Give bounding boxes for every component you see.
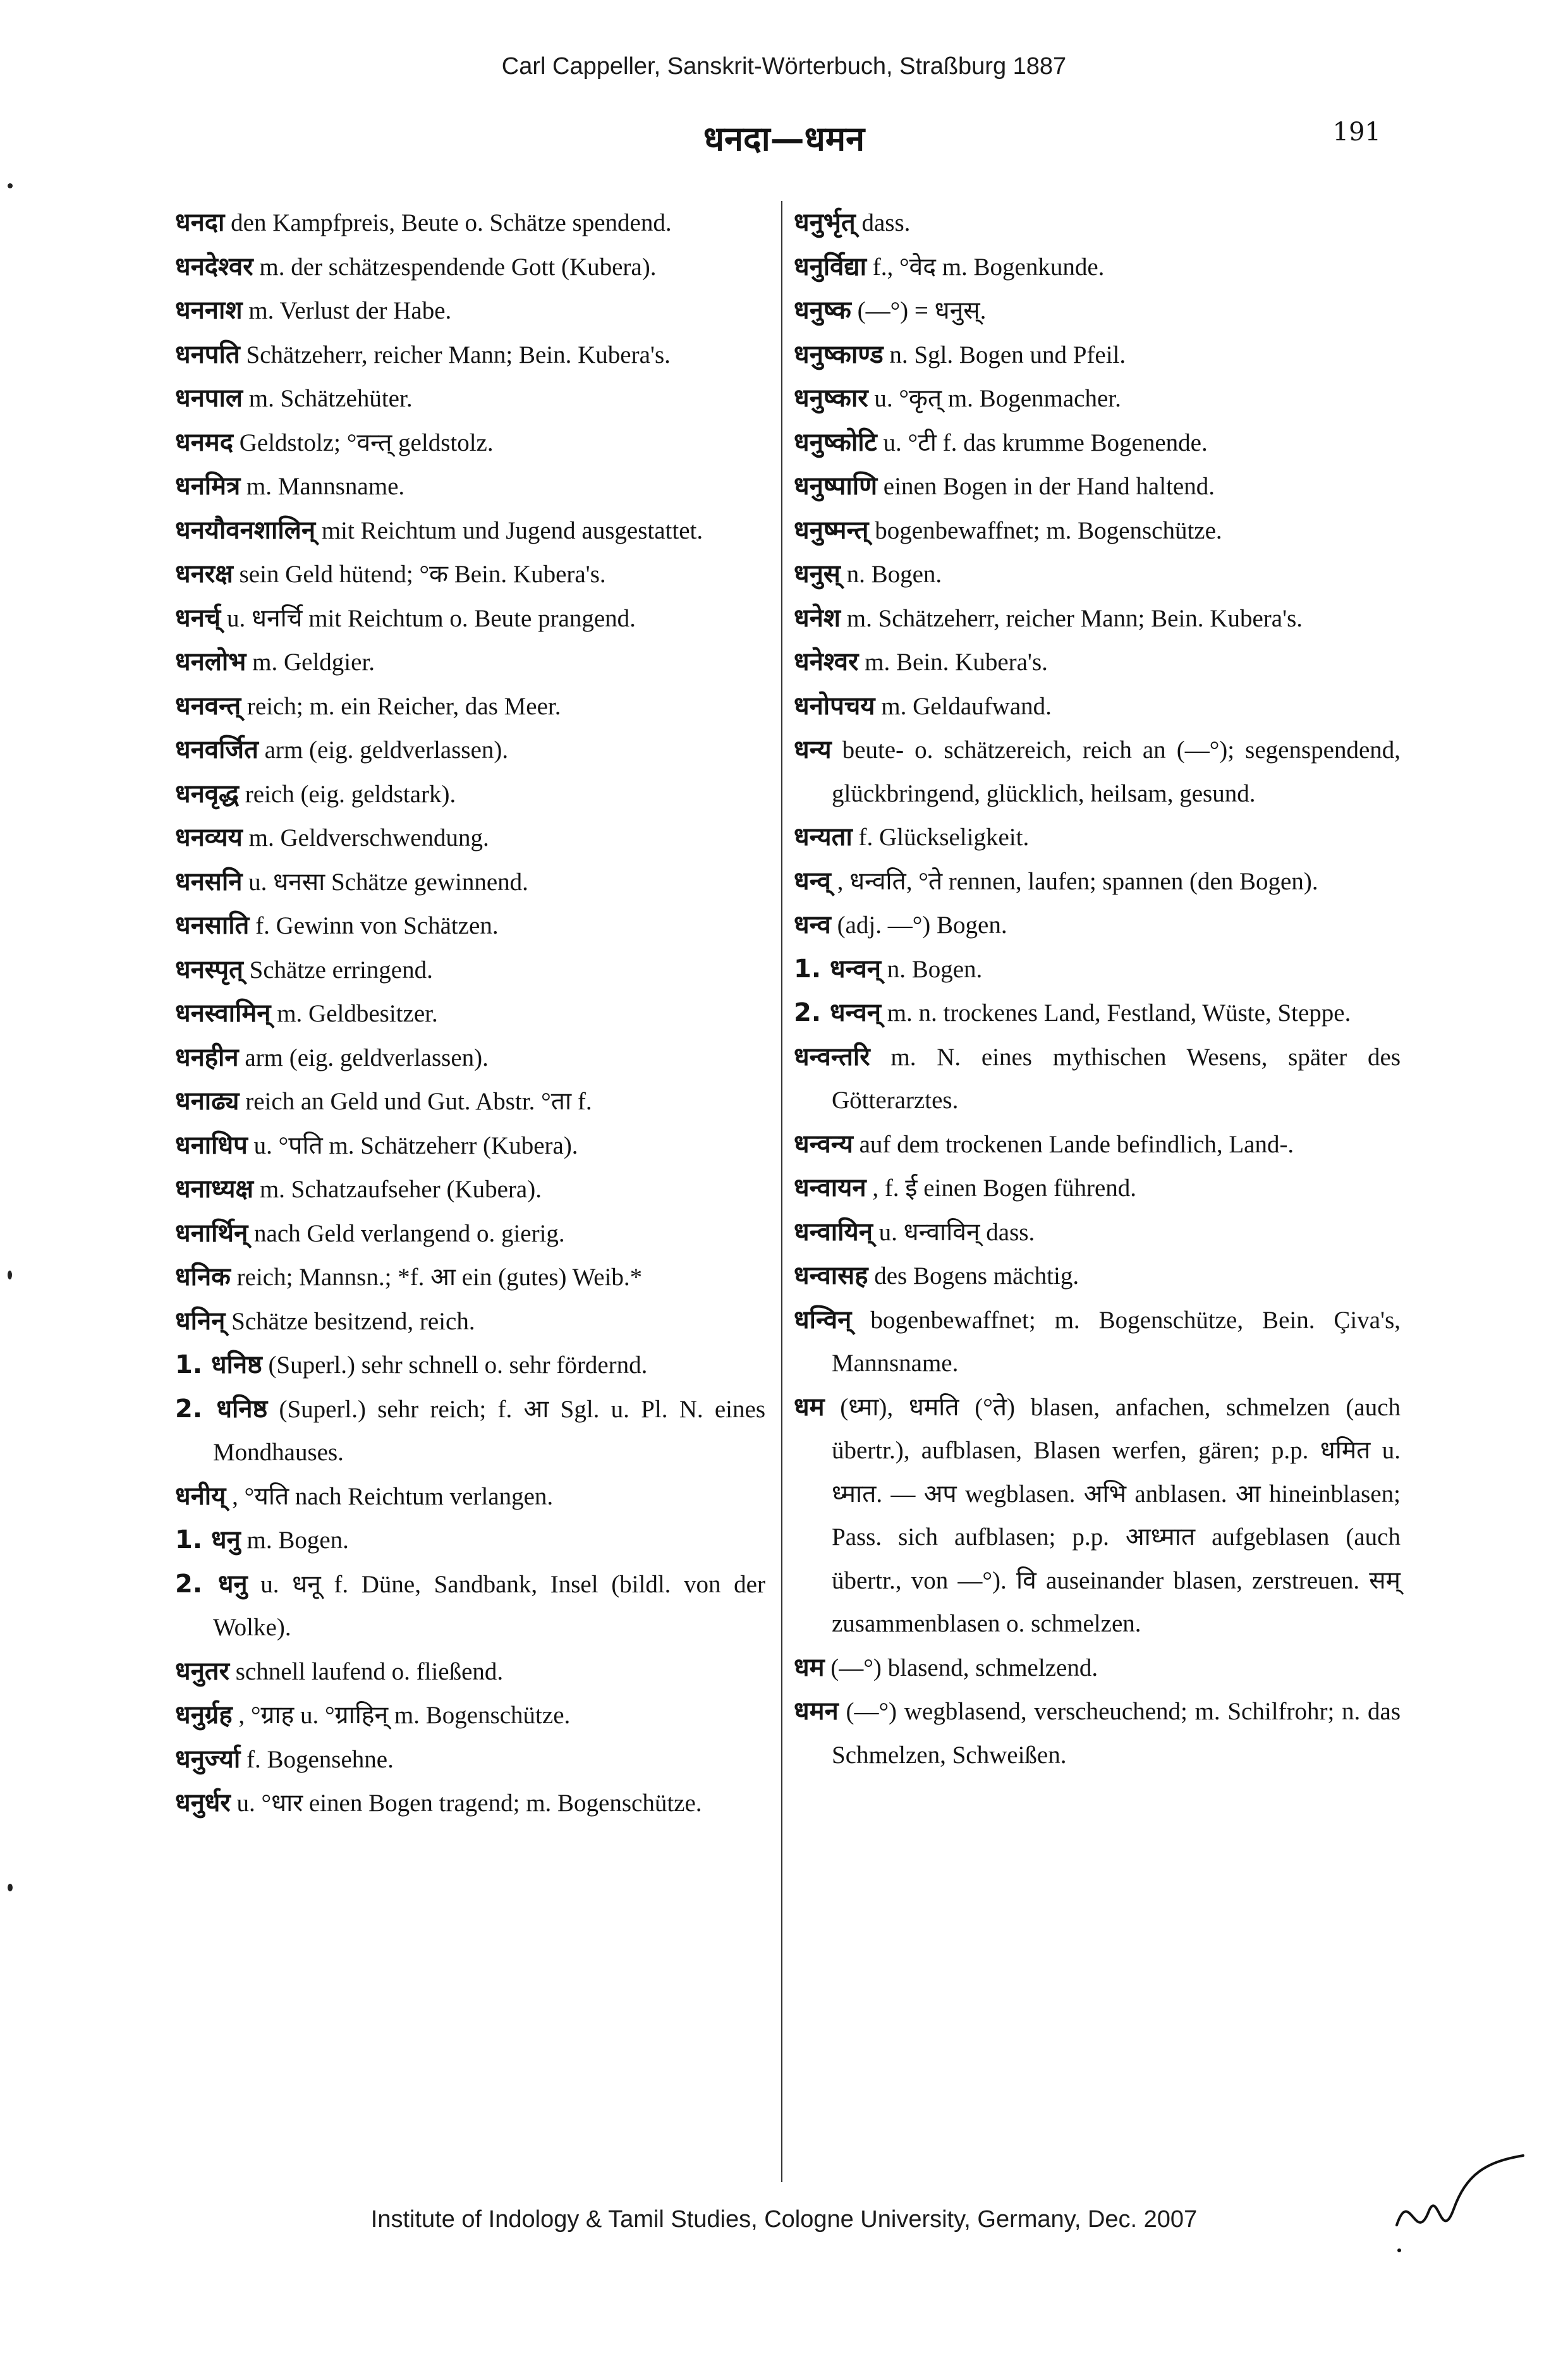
entry-definition: m. Geldaufwand. — [881, 692, 1052, 720]
dictionary-entry — [175, 1168, 765, 1212]
entry-definition: (—°) wegblasend, verscheuchend; m. Schilfrohr; n. das Schmelzen, Schweißen. — [832, 1698, 1401, 1769]
entry-definition: arm (eig. geldverlassen). — [245, 1044, 489, 1071]
dictionary-entry — [175, 1343, 765, 1388]
entry-headword: धन्विन् — [794, 1305, 852, 1334]
dictionary-entry — [794, 201, 1401, 245]
entry-headword: धनवन्त् — [175, 691, 241, 721]
entry-definition: reich; m. ein Reicher, das Meer. — [246, 692, 561, 720]
entry-definition: (—°) = धनुस्. — [857, 297, 987, 324]
entry-definition: u. धनर्चि mit Reichtum o. Beute prangend. — [226, 604, 636, 632]
entry-definition: auf dem trockenen Lande befindlich, Land-. — [859, 1130, 1294, 1158]
dictionary-entry — [175, 245, 765, 290]
entry-definition: (adj. —°) Bogen. — [837, 912, 1007, 939]
dictionary-entry — [794, 289, 1401, 333]
entry-headword: धननाश — [175, 296, 243, 325]
entry-headword: 2. धन्वन् — [794, 998, 881, 1027]
dictionary-entry — [175, 904, 765, 948]
entry-definition: u. °टी f. das krumme Bogenende. — [883, 429, 1208, 456]
entry-definition: m. N. eines mythischen Wesens, später des Götterarztes. — [832, 1043, 1401, 1114]
entry-definition: u. °पति m. Schätzeherr (Kubera). — [253, 1132, 578, 1159]
entry-definition: den Kampfpreis, Beute o. Schätze spendend. — [231, 209, 672, 236]
dictionary-entry — [794, 1123, 1401, 1167]
entry-headword: धम — [794, 1652, 825, 1682]
dictionary-entry — [175, 421, 765, 465]
dictionary-entry — [794, 815, 1401, 860]
entry-definition: m. Schatzaufseher (Kubera). — [259, 1176, 542, 1203]
entry-definition: Schätze besitzend, reich. — [231, 1307, 475, 1335]
entry-headword: धनोपचय — [794, 691, 875, 721]
dictionary-entry — [794, 1035, 1401, 1123]
entry-definition: schnell laufend o. fließend. — [235, 1657, 504, 1685]
dictionary-entry — [175, 509, 765, 553]
entry-definition: f., °वेद m. Bogenkunde. — [872, 253, 1105, 281]
dictionary-entry — [175, 552, 765, 597]
entry-definition: (Superl.) sehr schnell o. sehr fördernd. — [268, 1351, 648, 1379]
entry-headword: धनेश — [794, 603, 841, 633]
entry-headword: धनसनि — [175, 867, 243, 896]
entry-definition: , °यति nach Reichtum verlangen. — [232, 1482, 554, 1510]
dictionary-entry — [794, 640, 1401, 685]
entry-headword: धनयौवनशालिन् — [175, 515, 316, 545]
dictionary-entry — [794, 1211, 1401, 1255]
entry-definition: Schätze erringend. — [249, 956, 433, 984]
entry-headword: धनस्पृत् — [175, 955, 243, 984]
entry-headword: धनुर्धर — [175, 1788, 231, 1817]
entry-headword: धन्य — [794, 735, 832, 764]
entry-headword: धन्व — [794, 910, 831, 939]
entry-definition: u. °धार einen Bogen tragend; m. Bogenschütze. — [236, 1790, 702, 1817]
dictionary-entry — [794, 860, 1401, 904]
entry-definition: mit Reichtum und Jugend ausgestattet. — [321, 516, 703, 544]
entry-definition: , f. ई einen Bogen führend. — [872, 1174, 1137, 1202]
entry-headword: 2. धनिष्ठ — [175, 1394, 268, 1424]
dictionary-entry — [175, 1036, 765, 1080]
dictionary-entry — [175, 1781, 765, 1826]
entry-definition: f. Glückseligkeit. — [858, 824, 1030, 851]
dictionary-entry — [175, 377, 765, 421]
entry-headword: धनुष्मन्त् — [794, 515, 869, 545]
entry-definition: , °ग्राह u. °ग्राहिन् m. Bogenschütze. — [238, 1702, 571, 1729]
dictionary-entry — [175, 289, 765, 333]
dictionary-entry — [794, 991, 1401, 1035]
dictionary-entry — [175, 772, 765, 817]
entry-definition: n. Bogen. — [887, 955, 983, 983]
entry-definition: nach Geld verlangend o. gierig. — [254, 1219, 565, 1247]
entry-definition: f. Bogensehne. — [246, 1745, 394, 1773]
dictionary-entry — [175, 1388, 765, 1475]
entry-headword: धनवृद्ध — [175, 779, 239, 808]
footer-source: Institute of Indology & Tamil Studies, Cologne University, Germany, Dec. 2007 — [370, 2206, 1198, 2233]
entry-definition: u. धनू f. Düne, Sandbank, Insel (bildl. von der Wolke). — [213, 1570, 765, 1641]
entry-headword: धनेश्वर — [794, 647, 859, 676]
dictionary-entry — [794, 552, 1401, 597]
entry-definition: f. Gewinn von Schätzen. — [255, 912, 499, 939]
dictionary-entry — [175, 1518, 765, 1563]
entry-headword: धनार्थिन् — [175, 1218, 248, 1248]
entry-definition: dass. — [861, 209, 911, 236]
entry-headword: धनहीन — [175, 1042, 239, 1072]
entry-headword: धनदेश्वर — [175, 252, 253, 281]
dictionary-entry — [175, 201, 765, 245]
entry-definition: m. Geldverschwendung. — [248, 824, 489, 851]
dictionary-entry — [794, 245, 1401, 290]
right-column — [794, 201, 1401, 1777]
entry-definition: n. Sgl. Bogen und Pfeil. — [889, 341, 1126, 369]
dictionary-entry — [175, 685, 765, 729]
entry-headword: धनस्वामिन् — [175, 999, 271, 1028]
scan-speck — [8, 183, 13, 188]
entry-headword: धनुर्विद्या — [794, 252, 866, 281]
entry-definition: reich an Geld und Gut. Abstr. °ता f. — [245, 1088, 592, 1115]
dictionary-entry — [175, 333, 765, 377]
scan-speck — [8, 1271, 12, 1279]
entry-definition: m. Mannsname. — [246, 473, 405, 500]
entry-headword: 1. धनिष्ठ — [175, 1350, 262, 1379]
entry-headword: धन्वन्य — [794, 1129, 853, 1159]
entry-definition: m. Bogen. — [246, 1527, 349, 1554]
entry-headword: धनवर्जित — [175, 735, 258, 764]
dictionary-entry — [794, 509, 1401, 553]
entry-definition: m. Geldbesitzer. — [277, 1000, 438, 1027]
entry-definition: m. Schätzeherr, reicher Mann; Bein. Kubera's. — [846, 604, 1303, 632]
dictionary-entry — [175, 1255, 765, 1300]
scan-speck — [8, 1884, 13, 1891]
entry-definition: u. धन्वाविन् dass. — [878, 1218, 1035, 1246]
entry-definition: sein Geld hütend; °क Bein. Kubera's. — [239, 561, 606, 588]
entry-headword: धनाध्यक्ष — [175, 1174, 254, 1204]
dictionary-entry — [175, 816, 765, 860]
entry-headword: धनपति — [175, 339, 240, 369]
entry-headword: धनिक — [175, 1262, 231, 1291]
dictionary-entry — [794, 597, 1401, 641]
entry-headword: 1. धनु — [175, 1525, 241, 1554]
entry-headword: धनुर्ग्रह — [175, 1700, 233, 1730]
entry-definition: bogenbewaffnet; m. Bogenschütze. — [875, 516, 1222, 544]
entry-definition: arm (eig. geldverlassen). — [264, 736, 509, 764]
entry-headword: धनुष्पाणि — [794, 472, 878, 501]
entry-headword: धन्वायन — [794, 1173, 866, 1202]
entry-definition: m. Geldgier. — [252, 649, 375, 676]
entry-headword: 2. धनु — [175, 1569, 248, 1599]
dictionary-entry — [175, 1563, 765, 1650]
handwritten-mark — [1390, 2149, 1529, 2257]
entry-headword: धमन — [794, 1697, 839, 1726]
entry-definition: Schätzeherr, reicher Mann; Bein. Kubera's. — [246, 341, 671, 369]
dictionary-entry — [794, 1298, 1401, 1386]
dictionary-entry — [794, 421, 1401, 465]
dictionary-entry — [175, 1124, 765, 1168]
entry-headword: धनमद — [175, 427, 233, 457]
entry-headword: धनर्च् — [175, 603, 221, 633]
entry-definition: beute- o. schätzereich, reich an (—°); segenspendend, glückbringend, glücklich, heilsam, gesund. — [832, 736, 1401, 807]
entry-headword: धनुष्क — [794, 296, 851, 325]
entry-headword: धनरक्ष — [175, 559, 233, 589]
running-head: धनदा—धमन — [703, 118, 865, 159]
dictionary-entry — [794, 1386, 1401, 1646]
entry-headword: धनुस् — [794, 559, 841, 589]
dictionary-entry — [175, 1300, 765, 1344]
left-column — [175, 201, 765, 1826]
entry-headword: धनदा — [175, 208, 225, 237]
entry-headword: धनव्यय — [175, 823, 243, 852]
entry-definition: (Superl.) sehr reich; f. आ Sgl. u. Pl. N. eines Mondhauses. — [213, 1395, 765, 1466]
dictionary-entry — [794, 1690, 1401, 1777]
entry-definition: m. Verlust der Habe. — [248, 297, 452, 324]
entry-headword: धनसाति — [175, 911, 250, 940]
entry-headword: धनपाल — [175, 384, 243, 413]
entry-headword: धनुष्कोटि — [794, 427, 877, 457]
dictionary-entry — [794, 1646, 1401, 1690]
dictionary-entry — [175, 597, 765, 641]
entry-headword: धनिन् — [175, 1306, 226, 1336]
dictionary-entry — [794, 333, 1401, 377]
dictionary-entry — [794, 377, 1401, 421]
entry-headword: धनुष्कार — [794, 384, 868, 413]
entry-definition: , धन्वति, °ते rennen, laufen; spannen (den Bogen). — [837, 867, 1318, 895]
dictionary-entry — [175, 728, 765, 772]
entry-headword: धनमित्र — [175, 472, 241, 501]
entry-headword: धन्यता — [794, 822, 853, 851]
entry-definition: Geldstolz; °वन्त् geldstolz. — [239, 429, 494, 456]
entry-definition: m. Schätzehüter. — [248, 385, 413, 412]
page-number: 191 — [1332, 118, 1381, 147]
dictionary-entry — [794, 1166, 1401, 1211]
entry-definition: u. धनसा Schätze gewinnend. — [248, 868, 528, 896]
entry-definition: m. n. trockenes Land, Festland, Wüste, Steppe. — [887, 999, 1351, 1027]
entry-headword: धनलोभ — [175, 647, 246, 676]
header-source: Carl Cappeller, Sanskrit-Wörterbuch, Straßburg 1887 — [501, 53, 1067, 80]
entry-headword: 1. धन्वन् — [794, 954, 881, 984]
dictionary-entry — [175, 1650, 765, 1694]
entry-headword: धम — [794, 1392, 825, 1422]
entry-definition: (ध्मा), धमति (°ते) blasen, anfachen, schmelzen (auch übertr.), aufblasen, Blasen werfen, gären; p.p. धमित u. ध्मात. — अप wegblasen. अभि anblasen. आ hineinblasen; Pass. sich aufblasen; p.p. आध्मात aufgeblasen (auch übertr., von —°). वि auseinander blasen, zerstreuen. सम् zusammenblasen o. schmelzen. — [832, 1393, 1401, 1637]
entry-headword: धनुर्ज्या — [175, 1744, 241, 1774]
dictionary-entry — [175, 465, 765, 509]
dictionary-entry — [175, 640, 765, 685]
entry-headword: धनाधिप — [175, 1130, 248, 1160]
dictionary-entry — [175, 1212, 765, 1256]
entry-headword: धन्वायिन् — [794, 1217, 873, 1247]
entry-headword: धनुतर — [175, 1656, 229, 1686]
dictionary-entry — [175, 1080, 765, 1124]
entry-definition: m. der schätzespendende Gott (Kubera). — [259, 253, 657, 281]
entry-headword: धन्व् — [794, 866, 831, 896]
entry-definition: reich (eig. geldstark). — [245, 780, 456, 808]
dictionary-entry — [794, 1254, 1401, 1298]
entry-definition: u. °कृत् m. Bogenmacher. — [874, 385, 1121, 412]
entry-definition: reich; Mannsn.; *f. आ ein (gutes) Weib.* — [236, 1264, 643, 1291]
dictionary-entry — [794, 465, 1401, 509]
dictionary-entry — [794, 948, 1401, 992]
entry-headword: धनुष्काण्ड — [794, 339, 884, 369]
entry-definition: einen Bogen in der Hand haltend. — [883, 473, 1215, 500]
entry-definition: bogenbewaffnet; m. Bogenschütze, Bein. Çiva's, Mannsname. — [832, 1306, 1401, 1377]
entry-definition: (—°) blasend, schmelzend. — [830, 1654, 1098, 1681]
dictionary-entry — [175, 1693, 765, 1738]
dictionary-entry — [175, 992, 765, 1036]
dictionary-entry — [794, 685, 1401, 729]
entry-headword: धन्वासह — [794, 1261, 868, 1290]
dictionary-entry — [175, 1475, 765, 1519]
dictionary-entry — [175, 1738, 765, 1782]
entry-headword: धनीय् — [175, 1481, 226, 1511]
entry-headword: धन्वन्तरि — [794, 1042, 870, 1071]
entry-definition: des Bogens mächtig. — [874, 1262, 1079, 1290]
dictionary-entry — [794, 903, 1401, 948]
entry-definition: m. Bein. Kubera's. — [865, 649, 1048, 676]
dictionary-entry — [175, 860, 765, 905]
entry-headword: धनुर्भृत् — [794, 208, 856, 237]
dictionary-entry — [794, 728, 1401, 815]
column-divider — [781, 201, 782, 2182]
entry-headword: धनाढ्य — [175, 1087, 240, 1116]
dictionary-entry — [175, 948, 765, 992]
entry-definition: n. Bogen. — [846, 561, 942, 588]
